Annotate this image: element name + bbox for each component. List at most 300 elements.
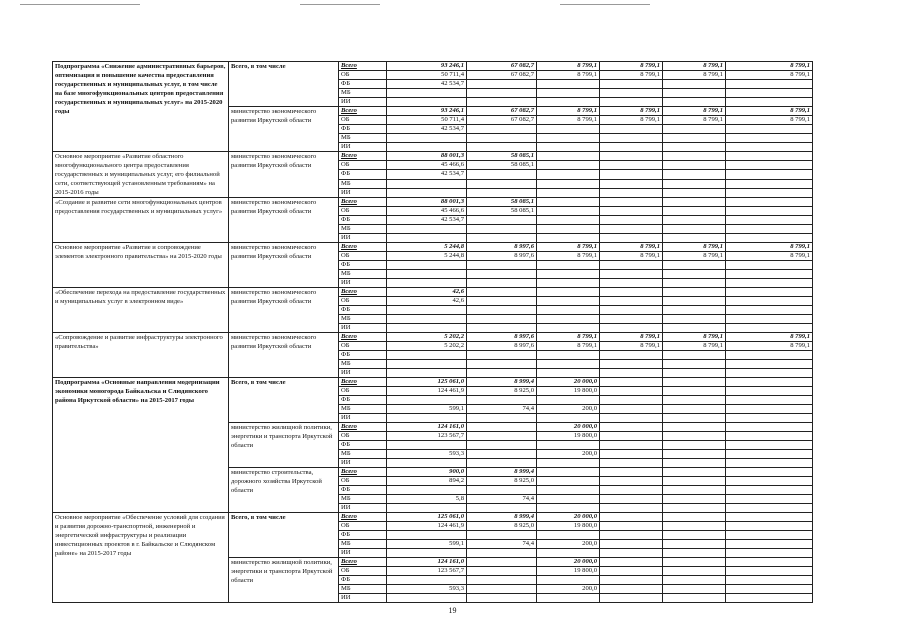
amount-cell (537, 549, 600, 558)
amount-cell (537, 459, 600, 468)
amount-cell (726, 261, 813, 270)
amount-cell (726, 423, 813, 432)
amount-cell (663, 288, 726, 297)
funding-source: ОБ (339, 522, 387, 531)
amount-cell: 5 202,2 (387, 333, 467, 342)
amount-cell: 42 534,7 (387, 125, 467, 134)
amount-cell (387, 270, 467, 279)
funding-source: Всего (339, 513, 387, 522)
executor-cell: министерство экономического развития Иркутской области (229, 198, 339, 243)
amount-cell (467, 450, 537, 459)
amount-cell (537, 396, 600, 405)
amount-cell: 45 466,6 (387, 161, 467, 170)
amount-cell (600, 179, 663, 188)
funding-source: ИИ (339, 414, 387, 423)
executor-cell: министерство экономического развития Иркутской области (229, 243, 339, 288)
funding-source: МБ (339, 450, 387, 459)
amount-cell: 200,0 (537, 405, 600, 414)
amount-cell (387, 504, 467, 513)
executor-cell: Всего, в том числе (229, 378, 339, 423)
amount-cell: 125 061,0 (387, 378, 467, 387)
funding-source: ОБ (339, 161, 387, 170)
funding-source: МБ (339, 315, 387, 324)
amount-cell (663, 495, 726, 504)
amount-cell (600, 234, 663, 243)
amount-cell (726, 161, 813, 170)
amount-cell (726, 152, 813, 161)
amount-cell: 8 997,6 (467, 342, 537, 351)
amount-cell (726, 567, 813, 576)
funding-source: ФБ (339, 261, 387, 270)
amount-cell: 50 711,4 (387, 71, 467, 80)
amount-cell (726, 351, 813, 360)
funding-source: ФБ (339, 531, 387, 540)
amount-cell (537, 261, 600, 270)
amount-cell: 593,3 (387, 450, 467, 459)
amount-cell: 894,2 (387, 477, 467, 486)
amount-cell (600, 270, 663, 279)
amount-cell: 8 799,1 (537, 252, 600, 261)
amount-cell (726, 170, 813, 179)
amount-cell (663, 89, 726, 98)
amount-cell (726, 414, 813, 423)
amount-cell (467, 549, 537, 558)
funding-source: Всего (339, 107, 387, 116)
amount-cell (600, 468, 663, 477)
amount-cell (387, 360, 467, 369)
amount-cell (726, 225, 813, 234)
amount-cell: 5,8 (387, 495, 467, 504)
amount-cell (663, 161, 726, 170)
amount-cell (537, 152, 600, 161)
table-row (53, 378, 813, 387)
amount-cell: 8 799,1 (537, 333, 600, 342)
funding-source: Всего (339, 468, 387, 477)
funding-source: ОБ (339, 297, 387, 306)
amount-cell (387, 441, 467, 450)
amount-cell (467, 234, 537, 243)
table-row (53, 288, 813, 297)
table-row (53, 333, 813, 342)
funding-source: ОБ (339, 116, 387, 125)
program-name: Подпрограмма «Снижение административных барьеров, оптимизация и повышение качества предоставления государственных и муниципальных услуг, в том числе на базе многофункциональных центров предоставления государственных и муниципальных услуг» на 2015-2020 годы (53, 62, 229, 152)
amount-cell (600, 576, 663, 585)
amount-cell: 50 711,4 (387, 116, 467, 125)
amount-cell: 8 925,0 (467, 477, 537, 486)
amount-cell (726, 360, 813, 369)
amount-cell (387, 234, 467, 243)
amount-cell: 124 161,0 (387, 558, 467, 567)
amount-cell (600, 125, 663, 134)
amount-cell (600, 423, 663, 432)
funding-source: Всего (339, 152, 387, 161)
amount-cell (387, 315, 467, 324)
funding-source: Всего (339, 62, 387, 71)
amount-cell (467, 531, 537, 540)
amount-cell (387, 486, 467, 495)
amount-cell: 8 799,1 (600, 62, 663, 71)
funding-source: ОБ (339, 342, 387, 351)
amount-cell (600, 288, 663, 297)
amount-cell (600, 558, 663, 567)
amount-cell (663, 225, 726, 234)
amount-cell: 88 001,3 (387, 152, 467, 161)
amount-cell: 123 567,7 (387, 567, 467, 576)
amount-cell: 8 799,1 (537, 107, 600, 116)
amount-cell (537, 198, 600, 207)
amount-cell: 93 246,1 (387, 107, 467, 116)
amount-cell (387, 594, 467, 603)
amount-cell (726, 143, 813, 152)
funding-source: ИИ (339, 504, 387, 513)
amount-cell (726, 522, 813, 531)
amount-cell (467, 441, 537, 450)
amount-cell: 8 799,1 (663, 342, 726, 351)
amount-cell (663, 459, 726, 468)
amount-cell (537, 315, 600, 324)
program-name: Основное мероприятие «Развитие и сопровождение элементов электронного правительства» на 2015-2020 годы (53, 243, 229, 288)
amount-cell (387, 98, 467, 107)
amount-cell: 8 799,1 (600, 71, 663, 80)
amount-cell (467, 558, 537, 567)
amount-cell (467, 576, 537, 585)
scan-artifact (20, 4, 140, 5)
funding-source: МБ (339, 179, 387, 188)
funding-source: Всего (339, 378, 387, 387)
amount-cell (600, 143, 663, 152)
executor-cell: Всего, в том числе (229, 62, 339, 107)
amount-cell (387, 261, 467, 270)
funding-source: Всего (339, 558, 387, 567)
amount-cell (600, 450, 663, 459)
funding-source: ИИ (339, 234, 387, 243)
amount-cell (387, 549, 467, 558)
amount-cell: 58 085,1 (467, 152, 537, 161)
amount-cell (537, 306, 600, 315)
amount-cell (387, 324, 467, 333)
amount-cell (467, 567, 537, 576)
amount-cell (600, 315, 663, 324)
amount-cell (663, 207, 726, 216)
amount-cell (600, 477, 663, 486)
funding-source: ИИ (339, 459, 387, 468)
amount-cell (663, 477, 726, 486)
amount-cell (663, 279, 726, 288)
amount-cell (600, 225, 663, 234)
amount-cell (537, 369, 600, 378)
amount-cell (537, 441, 600, 450)
amount-cell (387, 134, 467, 143)
funding-source: ОБ (339, 207, 387, 216)
amount-cell (663, 522, 726, 531)
amount-cell (537, 486, 600, 495)
amount-cell (537, 324, 600, 333)
amount-cell (663, 324, 726, 333)
amount-cell: 8 999,4 (467, 468, 537, 477)
amount-cell (663, 306, 726, 315)
amount-cell (663, 125, 726, 134)
funding-source: ИИ (339, 369, 387, 378)
funding-source: Всего (339, 333, 387, 342)
amount-cell: 200,0 (537, 540, 600, 549)
amount-cell (663, 450, 726, 459)
amount-cell: 200,0 (537, 585, 600, 594)
amount-cell (600, 261, 663, 270)
amount-cell (537, 414, 600, 423)
amount-cell: 8 999,4 (467, 378, 537, 387)
funding-source: ИИ (339, 98, 387, 107)
funding-source: ИИ (339, 188, 387, 197)
amount-cell: 8 925,0 (467, 522, 537, 531)
amount-cell (600, 396, 663, 405)
amount-cell (663, 378, 726, 387)
amount-cell: 8 799,1 (726, 107, 813, 116)
table-row (53, 198, 813, 207)
amount-cell (467, 306, 537, 315)
amount-cell (663, 297, 726, 306)
executor-cell: министерство экономического развития Иркутской области (229, 288, 339, 333)
amount-cell: 8 799,1 (663, 71, 726, 80)
amount-cell (663, 414, 726, 423)
funding-source: МБ (339, 540, 387, 549)
amount-cell (600, 531, 663, 540)
amount-cell (600, 549, 663, 558)
amount-cell (467, 369, 537, 378)
program-name: «Обеспечение перехода на предоставление государственных и муниципальных услуг в электронном виде» (53, 288, 229, 333)
amount-cell (726, 558, 813, 567)
executor-cell: министерство жилищной политики, энергетики и транспорта Иркутской области (229, 558, 339, 603)
amount-cell (726, 387, 813, 396)
program-name: «Сопровождение и развитие инфраструктуры электронного правительства» (53, 333, 229, 378)
funding-source: ОБ (339, 432, 387, 441)
amount-cell: 900,0 (387, 468, 467, 477)
amount-cell (537, 594, 600, 603)
amount-cell: 8 799,1 (663, 116, 726, 125)
amount-cell (600, 594, 663, 603)
funding-source: ИИ (339, 143, 387, 152)
amount-cell (600, 170, 663, 179)
amount-cell (726, 288, 813, 297)
amount-cell: 42,6 (387, 297, 467, 306)
amount-cell: 8 799,1 (726, 342, 813, 351)
amount-cell: 58 085,1 (467, 207, 537, 216)
amount-cell: 20 000,0 (537, 423, 600, 432)
amount-cell (537, 297, 600, 306)
amount-cell (726, 324, 813, 333)
amount-cell (537, 125, 600, 134)
amount-cell: 124 461,9 (387, 387, 467, 396)
amount-cell (600, 378, 663, 387)
amount-cell: 8 799,1 (663, 252, 726, 261)
funding-source: ФБ (339, 170, 387, 179)
amount-cell: 8 799,1 (600, 243, 663, 252)
amount-cell (537, 170, 600, 179)
amount-cell (387, 306, 467, 315)
amount-cell (663, 396, 726, 405)
amount-cell (663, 567, 726, 576)
executor-cell: министерство экономического развития Иркутской области (229, 107, 339, 152)
amount-cell (726, 531, 813, 540)
amount-cell: 5 202,2 (387, 342, 467, 351)
funding-source: МБ (339, 495, 387, 504)
amount-cell: 45 466,6 (387, 207, 467, 216)
amount-cell (726, 179, 813, 188)
executor-cell: министерство строительства, дорожного хозяйства Иркутской области (229, 468, 339, 513)
funding-source: ОБ (339, 387, 387, 396)
amount-cell: 8 799,1 (600, 333, 663, 342)
funding-source: МБ (339, 225, 387, 234)
amount-cell (726, 495, 813, 504)
amount-cell (467, 324, 537, 333)
amount-cell (663, 585, 726, 594)
amount-cell (726, 80, 813, 89)
funding-source: ИИ (339, 594, 387, 603)
amount-cell (467, 414, 537, 423)
amount-cell: 8 799,1 (537, 116, 600, 125)
amount-cell (387, 576, 467, 585)
amount-cell: 200,0 (537, 450, 600, 459)
amount-cell: 8 799,1 (726, 243, 813, 252)
funding-source: ФБ (339, 216, 387, 225)
funding-source: Всего (339, 243, 387, 252)
amount-cell (387, 369, 467, 378)
amount-cell (726, 540, 813, 549)
amount-cell: 67 082,7 (467, 116, 537, 125)
amount-cell (600, 495, 663, 504)
amount-cell (467, 504, 537, 513)
amount-cell (726, 306, 813, 315)
amount-cell (600, 585, 663, 594)
funding-source: МБ (339, 89, 387, 98)
amount-cell (663, 198, 726, 207)
amount-cell: 8 925,0 (467, 387, 537, 396)
amount-cell: 124 461,9 (387, 522, 467, 531)
amount-cell: 8 799,1 (600, 252, 663, 261)
funding-source: ФБ (339, 80, 387, 89)
amount-cell: 8 799,1 (537, 71, 600, 80)
funding-source: МБ (339, 585, 387, 594)
amount-cell (467, 351, 537, 360)
amount-cell: 123 567,7 (387, 432, 467, 441)
amount-cell (663, 234, 726, 243)
funding-source: ФБ (339, 576, 387, 585)
amount-cell: 19 800,0 (537, 567, 600, 576)
amount-cell: 125 061,0 (387, 513, 467, 522)
amount-cell (467, 270, 537, 279)
amount-cell: 8 799,1 (537, 342, 600, 351)
amount-cell (726, 513, 813, 522)
amount-cell (467, 297, 537, 306)
amount-cell (467, 134, 537, 143)
amount-cell (663, 216, 726, 225)
amount-cell (726, 504, 813, 513)
amount-cell (537, 360, 600, 369)
amount-cell (600, 513, 663, 522)
amount-cell (467, 486, 537, 495)
funding-source: МБ (339, 405, 387, 414)
amount-cell (537, 288, 600, 297)
amount-cell: 20 000,0 (537, 513, 600, 522)
funding-source: МБ (339, 360, 387, 369)
amount-cell (600, 486, 663, 495)
amount-cell (663, 504, 726, 513)
amount-cell (467, 360, 537, 369)
amount-cell (726, 549, 813, 558)
funding-source: ИИ (339, 324, 387, 333)
amount-cell (467, 459, 537, 468)
amount-cell: 42 534,7 (387, 80, 467, 89)
amount-cell (663, 441, 726, 450)
table-row (53, 62, 813, 71)
amount-cell (467, 594, 537, 603)
amount-cell (467, 143, 537, 152)
amount-cell (537, 80, 600, 89)
funding-source: ИИ (339, 279, 387, 288)
amount-cell (663, 152, 726, 161)
amount-cell (663, 531, 726, 540)
amount-cell: 8 799,1 (537, 62, 600, 71)
amount-cell (600, 522, 663, 531)
amount-cell (663, 558, 726, 567)
amount-cell (726, 486, 813, 495)
amount-cell: 5 244,8 (387, 243, 467, 252)
amount-cell (726, 188, 813, 197)
amount-cell (663, 261, 726, 270)
amount-cell: 8 799,1 (726, 252, 813, 261)
amount-cell (600, 405, 663, 414)
executor-cell: министерство экономического развития Иркутской области (229, 152, 339, 198)
amount-cell (600, 387, 663, 396)
amount-cell (663, 179, 726, 188)
amount-cell: 8 997,6 (467, 243, 537, 252)
amount-cell: 19 800,0 (537, 522, 600, 531)
amount-cell: 8 799,1 (663, 62, 726, 71)
amount-cell: 74,4 (467, 540, 537, 549)
funding-source: ФБ (339, 396, 387, 405)
amount-cell (663, 432, 726, 441)
amount-cell (726, 297, 813, 306)
amount-cell (600, 297, 663, 306)
amount-cell (467, 125, 537, 134)
amount-cell (600, 504, 663, 513)
amount-cell (537, 531, 600, 540)
amount-cell (726, 134, 813, 143)
amount-cell (537, 576, 600, 585)
amount-cell (726, 432, 813, 441)
amount-cell (467, 585, 537, 594)
amount-cell (726, 396, 813, 405)
funding-source: ОБ (339, 252, 387, 261)
amount-cell (387, 89, 467, 98)
amount-cell (387, 279, 467, 288)
executor-cell: министерство жилищной политики, энергетики и транспорта Иркутской области (229, 423, 339, 468)
amount-cell (467, 225, 537, 234)
amount-cell (726, 279, 813, 288)
amount-cell (537, 89, 600, 98)
program-name: Основное мероприятие «Обеспечение условий для создания и развития дорожно-транспортной, инженерной и энергетической инфраструктуры и реализации инвестиционных проектов в г. Байкальске и Слюдянском районе» на 2015-2017 годы (53, 513, 229, 603)
funding-source: Всего (339, 198, 387, 207)
amount-cell (537, 504, 600, 513)
amount-cell (600, 216, 663, 225)
amount-cell: 5 244,8 (387, 252, 467, 261)
amount-cell (663, 594, 726, 603)
funding-source: ФБ (339, 351, 387, 360)
amount-cell (663, 98, 726, 107)
amount-cell: 599,1 (387, 540, 467, 549)
amount-cell (726, 468, 813, 477)
amount-cell (726, 89, 813, 98)
program-name: Подпрограмма «Основные направления модернизации экономики моногорода Байкальска и Слюдянского района Иркутской области» на 2015-2017 годы (53, 378, 229, 513)
